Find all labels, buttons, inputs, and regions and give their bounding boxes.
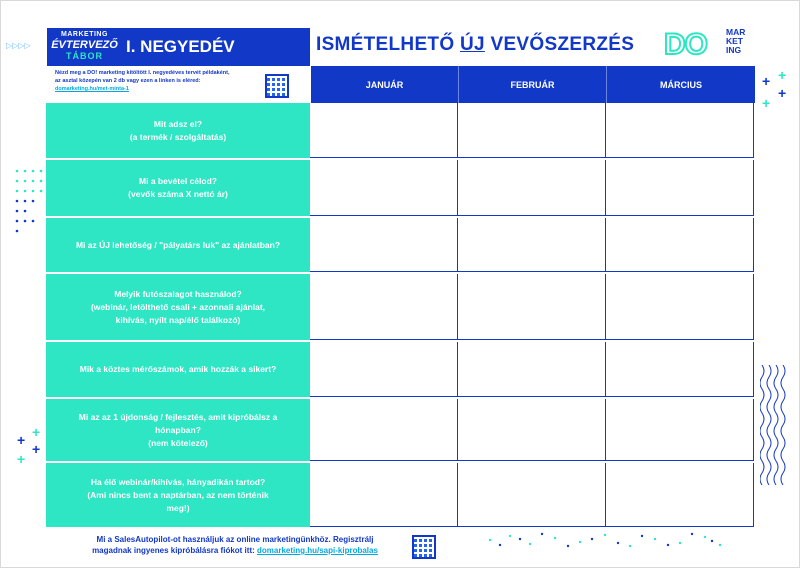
input-cell[interactable] — [310, 399, 458, 461]
plus-decoration-icon: + — [32, 441, 41, 457]
table-row — [46, 160, 756, 218]
input-cell[interactable] — [606, 342, 754, 397]
month-header: MÁRCIUS — [607, 66, 755, 103]
qr-code-icon — [412, 535, 436, 559]
input-cell[interactable] — [606, 274, 754, 340]
input-cell[interactable] — [458, 218, 606, 272]
question-cell: Mi az az 1 újdonság / fejlesztés, amit kipróbálsz a hónapban? (nem kötelező) — [46, 399, 310, 461]
wave-decoration-icon — [760, 365, 792, 485]
plus-decoration-icon: + — [778, 67, 787, 83]
month-header-row — [311, 66, 755, 103]
input-cell[interactable] — [606, 399, 754, 461]
plus-decoration-icon: + — [32, 424, 41, 440]
do-marketing-logo: DO MAR KET ING — [664, 27, 746, 61]
table-row — [46, 274, 756, 342]
plus-decoration-icon: + — [778, 85, 787, 101]
input-cell[interactable] — [458, 399, 606, 461]
input-cell[interactable] — [310, 103, 458, 158]
dots-decoration-icon — [14, 168, 44, 238]
table-row — [46, 103, 756, 160]
plus-decoration-icon: + — [17, 432, 26, 448]
input-cell[interactable] — [606, 103, 754, 158]
question-cell: Mik a köztes mérőszámok, amik hozzák a sikert? — [46, 342, 310, 397]
footer-text: Mi a SalesAutopilot-ot használjuk az online marketingünkhöz. Regisztrálj magadnak ingyenes kipróbálásra fiókot itt: domarketing.hu/sapi-kiprobalas — [92, 535, 378, 555]
input-cell[interactable] — [606, 218, 754, 272]
question-cell: Ha élő webinár/kihívás, hányadikán tartod? (Ami nincs bent a naptárban, az nem történik meg!) — [46, 463, 310, 527]
input-cell[interactable] — [458, 463, 606, 527]
scatter-dots-decoration-icon — [480, 530, 730, 555]
question-cell: Mi a bevétel célod? (vevők száma X nettó ár) — [46, 160, 310, 216]
evtervezo-logo: MARKETING ÉVTERVEZŐ TÁBOR — [47, 28, 122, 66]
example-link[interactable]: domarketing.hu/met-minta-1 — [55, 86, 129, 92]
input-cell[interactable] — [606, 160, 754, 216]
table-row — [46, 218, 756, 274]
month-header: JANUÁR — [311, 66, 459, 103]
input-cell[interactable] — [310, 342, 458, 397]
input-cell[interactable] — [310, 274, 458, 340]
info-text: Nézd meg a DO! marketing kitöltött I. negyedéves tervét példaként, az asztal közepén van 2 db vagy ezen a linken is eléred: domarketing.hu/met-minta-1 — [55, 70, 230, 92]
input-cell[interactable] — [458, 342, 606, 397]
input-cell[interactable] — [458, 103, 606, 158]
plus-decoration-icon: + — [762, 73, 771, 89]
salesautopilot-link[interactable]: domarketing.hu/sapi-kiprobalas — [257, 546, 378, 555]
input-cell[interactable] — [310, 160, 458, 216]
plus-decoration-icon: + — [762, 95, 771, 111]
arrows-decoration: ▷▷▷▷ — [6, 41, 31, 50]
question-cell: Melyik futószalagot használod? (webinár, letölthető csali + azonnali ajánlat, kihívás, nyílt nap/élő találkozó) — [46, 274, 310, 340]
quarter-label: I. NEGYEDÉV — [122, 28, 310, 66]
input-cell[interactable] — [310, 463, 458, 527]
table-row — [46, 399, 756, 463]
question-cell: Mit adsz el? (a termék / szolgáltatás) — [46, 103, 310, 158]
qr-code-icon — [265, 74, 289, 98]
plus-decoration-icon: + — [17, 451, 26, 467]
input-cell[interactable] — [458, 160, 606, 216]
month-header: FEBRUÁR — [459, 66, 607, 103]
input-cell[interactable] — [310, 218, 458, 272]
plan-table — [46, 103, 756, 529]
input-cell[interactable] — [458, 274, 606, 340]
table-row — [46, 463, 756, 529]
page-title: ISMÉTELHETŐ ÚJ VEVŐSZERZÉS — [316, 34, 635, 55]
input-cell[interactable] — [606, 463, 754, 527]
question-cell: Mi az ÚJ lehetőség / "pályatárs luk" az ajánlatban? — [46, 218, 310, 272]
table-row — [46, 342, 756, 399]
